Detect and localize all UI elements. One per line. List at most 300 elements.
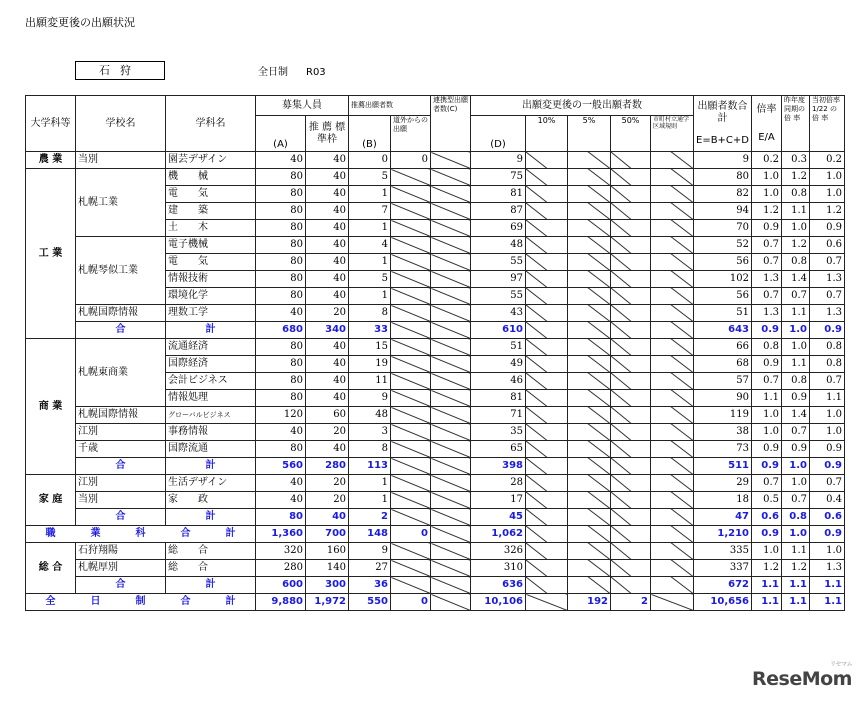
ratio-cell: 0.9 [752,458,782,475]
p5-cell [568,509,611,526]
linked-c-cell [431,577,471,594]
initial-ratio-cell: 1.3 [810,271,845,288]
p10-cell [526,237,568,254]
total-e-cell: 94 [694,203,752,220]
total-e-cell: 511 [694,458,752,475]
ratio-cell: 0.9 [752,526,782,543]
total-e-cell: 82 [694,186,752,203]
p50-cell [611,560,651,577]
table-row [26,407,845,424]
total-e-cell: 119 [694,407,752,424]
total-row [26,526,845,543]
linked-c-cell [431,390,471,407]
p5-cell [568,577,611,594]
rec-b-cell: 113 [349,458,391,475]
p10-cell [526,203,568,220]
dept-cell: 建 築 [166,203,256,220]
rec-b-cell: 148 [349,526,391,543]
rec-quota-cell: 40 [306,169,349,186]
p10-cell [526,390,568,407]
prev-ratio-cell: 1.2 [782,169,810,186]
total-label-char: 合 [180,528,191,539]
linked-c-cell [431,424,471,441]
p5-cell [568,254,611,271]
capacity-cell: 280 [256,560,306,577]
p50-cell [611,169,651,186]
municipal-cell [651,186,694,203]
total-label-char: 合 [180,596,191,607]
p50-cell [611,203,651,220]
linked-c-cell [431,560,471,577]
total-e-cell: 90 [694,390,752,407]
logo-kana: リセマム [830,661,852,668]
dept-cell: 計 [166,577,256,594]
p10-cell [526,305,568,322]
rec-quota-cell: 40 [306,186,349,203]
p50-cell [611,271,651,288]
general-d-cell: 55 [471,288,526,305]
general-d-cell: 398 [471,458,526,475]
rec-quota-cell: 40 [306,373,349,390]
rec-quota-cell: 40 [306,288,349,305]
p50-cell [611,577,651,594]
total-e-cell: 80 [694,169,752,186]
initial-ratio-cell: 1.0 [810,186,845,203]
school-cell: 札幌国際情報 [76,407,166,424]
ratio-cell: 1.0 [752,424,782,441]
prev-ratio-cell: 0.3 [782,152,810,169]
subtotal-row [26,458,845,475]
p50-cell [611,152,651,169]
p50-cell [611,186,651,203]
capacity-cell: 40 [256,492,306,509]
p10-cell [526,186,568,203]
rec-quota-cell: 20 [306,305,349,322]
out-of-pref-cell [391,543,431,560]
general-d-cell: 310 [471,560,526,577]
total-e-cell: 57 [694,373,752,390]
general-d-cell: 71 [471,407,526,424]
capacity-cell: 80 [256,220,306,237]
initial-ratio-cell: 1.0 [810,424,845,441]
rec-b-cell: 2 [349,509,391,526]
p50-cell [611,288,651,305]
p10-cell [526,152,568,169]
rec-b-cell: 0 [349,152,391,169]
p10-cell [526,594,568,611]
p5-cell [568,373,611,390]
table-row [26,424,845,441]
p10-cell [526,254,568,271]
dept-cell: 会計ビジネス [166,373,256,390]
prev-ratio-cell: 1.2 [782,237,810,254]
school-cell: 石狩翔陽 [76,543,166,560]
initial-ratio-cell: 1.1 [810,594,845,611]
rec-quota-cell: 40 [306,339,349,356]
prev-ratio-cell: 1.0 [782,475,810,492]
ratio-cell: 1.0 [752,186,782,203]
capacity-cell: 40 [256,305,306,322]
rec-quota-cell: 40 [306,152,349,169]
general-d-cell: 1,062 [471,526,526,543]
initial-ratio-cell: 0.7 [810,288,845,305]
p50-cell [611,220,651,237]
p5-cell [568,322,611,339]
initial-ratio-cell: 0.9 [810,322,845,339]
linked-c-cell [431,203,471,220]
school-cell: 合 [76,458,166,475]
dept-cell: 電子機械 [166,237,256,254]
linked-c-cell [431,458,471,475]
linked-c-cell [431,305,471,322]
rec-b-cell: 1 [349,475,391,492]
dept-cell: 環境化学 [166,288,256,305]
header-ratio-ea: E/A [758,131,775,143]
total-e-cell: 335 [694,543,752,560]
p10-cell [526,475,568,492]
rec-b-cell: 1 [349,288,391,305]
rec-quota-cell: 40 [306,203,349,220]
capacity-cell: 80 [256,288,306,305]
out-of-pref-cell [391,577,431,594]
p10-cell [526,169,568,186]
p50-cell [611,543,651,560]
linked-c-cell [431,594,471,611]
p5-cell [568,390,611,407]
municipal-cell [651,322,694,339]
initial-ratio-cell: 1.0 [810,543,845,560]
p50-cell [611,475,651,492]
p5-cell [568,339,611,356]
initial-ratio-cell: 0.2 [810,152,845,169]
municipal-cell [651,560,694,577]
table-row [26,543,845,560]
subtotal-row [26,577,845,594]
total-e-cell: 47 [694,509,752,526]
header-linked-c: 連携型出願者数(C) [431,96,471,152]
general-d-cell: 17 [471,492,526,509]
rec-b-cell: 36 [349,577,391,594]
ratio-cell: 1.1 [752,594,782,611]
municipal-cell [651,543,694,560]
out-of-pref-cell [391,254,431,271]
municipal-cell [651,424,694,441]
ratio-cell: 0.9 [752,322,782,339]
linked-c-cell [431,526,471,543]
rec-quota-cell: 300 [306,577,349,594]
initial-ratio-cell: 1.1 [810,390,845,407]
general-d-cell: 69 [471,220,526,237]
linked-c-cell [431,407,471,424]
capacity-cell: 9,880 [256,594,306,611]
table-row [26,441,845,458]
initial-ratio-cell: 0.9 [810,526,845,543]
p50-cell [611,305,651,322]
total-label-char: 科 [135,528,146,539]
municipal-cell [651,254,694,271]
year-label: R03 [306,67,326,78]
out-of-pref-cell: 0 [391,526,431,543]
total-e-cell: 56 [694,288,752,305]
header-total-e [694,96,752,152]
total-e-cell: 29 [694,475,752,492]
p50-cell [611,339,651,356]
ratio-cell: 1.2 [752,560,782,577]
rec-b-cell: 550 [349,594,391,611]
application-table [25,95,845,611]
p10-cell [526,339,568,356]
rec-quota-cell: 700 [306,526,349,543]
dept-cell: 計 [166,322,256,339]
capacity-cell: 600 [256,577,306,594]
capacity-cell: 80 [256,254,306,271]
total-e-cell: 70 [694,220,752,237]
out-of-pref-cell [391,390,431,407]
prev-ratio-cell: 0.7 [782,288,810,305]
ratio-cell: 0.7 [752,288,782,305]
rec-quota-cell: 140 [306,560,349,577]
capacity-cell: 40 [256,475,306,492]
header-general: 出願変更後の一般出願者数 [471,96,694,116]
p10-cell [526,543,568,560]
rec-b-cell: 9 [349,543,391,560]
dept-cell: 流通経済 [166,339,256,356]
header-general-d: (D) [471,116,526,152]
linked-c-cell [431,322,471,339]
dept-cell: 情報技術 [166,271,256,288]
header-school: 学校名 [76,96,166,152]
general-d-cell: 636 [471,577,526,594]
municipal-cell [651,458,694,475]
ratio-cell: 1.3 [752,271,782,288]
p5-cell [568,560,611,577]
table-row [26,475,845,492]
municipal-cell [651,407,694,424]
rec-b-cell: 7 [349,203,391,220]
resemom-logo [752,661,852,690]
total-e-cell: 643 [694,322,752,339]
total-label-char: 日 [90,596,101,607]
total-label-char: 職 [45,528,56,539]
general-d-cell: 45 [471,509,526,526]
rec-b-cell: 33 [349,322,391,339]
linked-c-cell [431,254,471,271]
out-of-pref-cell [391,458,431,475]
total-e-cell: 68 [694,356,752,373]
dept-cell: 家 政 [166,492,256,509]
p50-cell [611,390,651,407]
linked-c-cell [431,475,471,492]
initial-ratio-cell: 0.9 [810,458,845,475]
header-out-of-pref: 道外からの出願 [391,116,431,152]
ratio-cell: 1.0 [752,543,782,560]
p5-cell [568,475,611,492]
table-row [26,152,845,169]
header-capacity-a: (A) [256,116,306,152]
municipal-cell [651,339,694,356]
ratio-cell: 0.7 [752,373,782,390]
ratio-cell: 0.7 [752,475,782,492]
ratio-cell: 0.7 [752,254,782,271]
header-p5: 5% [568,116,611,152]
rec-quota-cell: 20 [306,492,349,509]
general-d-cell: 87 [471,203,526,220]
rec-b-cell: 15 [349,339,391,356]
p50-cell [611,509,651,526]
dept-cell: 情報処理 [166,390,256,407]
rec-quota-cell: 20 [306,424,349,441]
header-rec-b: (B) [349,116,391,152]
municipal-cell [651,169,694,186]
category-cell: 工 業 [26,169,76,339]
capacity-cell: 80 [256,203,306,220]
p5-cell [568,492,611,509]
category-cell: 農 業 [26,152,76,169]
p10-cell [526,577,568,594]
out-of-pref-cell [391,475,431,492]
p5-cell [568,458,611,475]
prev-ratio-cell: 1.1 [782,305,810,322]
municipal-cell [651,152,694,169]
p5-cell [568,356,611,373]
general-d-cell: 81 [471,390,526,407]
category-cell: 家 庭 [26,475,76,526]
municipal-cell [651,594,694,611]
header-ratio-label: 倍率 [756,103,777,115]
general-d-cell: 55 [471,254,526,271]
total-e-cell: 38 [694,424,752,441]
header-capacity: 募集人員 [256,96,349,116]
prev-ratio-cell: 0.7 [782,492,810,509]
rec-b-cell: 48 [349,407,391,424]
ratio-cell: 0.7 [752,237,782,254]
p10-cell [526,424,568,441]
total-e-cell: 337 [694,560,752,577]
prev-ratio-cell: 1.0 [782,458,810,475]
out-of-pref-cell: 0 [391,152,431,169]
initial-ratio-cell: 0.6 [810,237,845,254]
initial-ratio-cell: 0.8 [810,356,845,373]
ratio-cell: 0.8 [752,339,782,356]
dept-cell: 土 木 [166,220,256,237]
total-e-cell: 52 [694,237,752,254]
out-of-pref-cell [391,203,431,220]
capacity-cell: 80 [256,169,306,186]
initial-ratio-cell: 0.7 [810,254,845,271]
ratio-cell: 0.9 [752,441,782,458]
p10-cell [526,458,568,475]
dept-cell: 総 合 [166,543,256,560]
general-d-cell: 43 [471,305,526,322]
table-row [26,492,845,509]
linked-c-cell [431,271,471,288]
rec-b-cell: 5 [349,271,391,288]
rec-quota-cell: 40 [306,237,349,254]
p10-cell [526,526,568,543]
general-d-cell: 9 [471,152,526,169]
p50-cell [611,373,651,390]
capacity-cell: 1,360 [256,526,306,543]
grand-total-label [26,594,256,611]
subtotal-row [26,322,845,339]
category-cell: 総 合 [26,543,76,594]
capacity-cell: 120 [256,407,306,424]
initial-ratio-cell: 1.3 [810,560,845,577]
p5-cell [568,543,611,560]
p50-cell [611,424,651,441]
header-recommend-quota: 推 薦 標準枠 [306,116,349,152]
out-of-pref-cell [391,186,431,203]
out-of-pref-cell [391,288,431,305]
rec-quota-cell: 40 [306,441,349,458]
dept-cell: 理数工学 [166,305,256,322]
prev-ratio-cell: 0.9 [782,441,810,458]
out-of-pref-cell [391,373,431,390]
linked-c-cell [431,543,471,560]
prev-ratio-cell: 1.4 [782,271,810,288]
rec-quota-cell: 1,972 [306,594,349,611]
out-of-pref-cell [391,220,431,237]
prev-ratio-cell: 1.0 [782,322,810,339]
school-cell: 合 [76,577,166,594]
school-cell: 札幌東商業 [76,339,166,407]
linked-c-cell [431,220,471,237]
school-cell: 江別 [76,475,166,492]
municipal-cell [651,441,694,458]
page-title: 出願変更後の出願状況 [25,16,135,29]
prev-ratio-cell: 0.8 [782,373,810,390]
p50-cell [611,492,651,509]
grand-total-label [26,526,256,543]
p5-cell [568,152,611,169]
p50-cell [611,458,651,475]
linked-c-cell [431,356,471,373]
total-label-char: 全 [45,596,56,607]
linked-c-cell [431,237,471,254]
municipal-cell [651,577,694,594]
capacity-cell: 80 [256,509,306,526]
capacity-cell: 80 [256,390,306,407]
school-cell: 札幌琴似工業 [76,237,166,305]
prev-ratio-cell: 1.0 [782,220,810,237]
p10-cell [526,271,568,288]
header-initial: 当初倍率1/22 の倍 率 [810,96,845,152]
p5-cell [568,407,611,424]
general-d-cell: 48 [471,237,526,254]
p5-cell [568,441,611,458]
municipal-cell [651,220,694,237]
prev-ratio-cell: 1.1 [782,203,810,220]
dept-cell: 事務情報 [166,424,256,441]
general-d-cell: 326 [471,543,526,560]
capacity-cell: 80 [256,441,306,458]
prev-ratio-cell: 1.1 [782,577,810,594]
municipal-cell [651,526,694,543]
region-label: 石狩 [75,61,165,80]
p10-cell [526,288,568,305]
general-d-cell: 35 [471,424,526,441]
rec-b-cell: 8 [349,305,391,322]
header-p10: 10% [526,116,568,152]
prev-ratio-cell: 1.1 [782,356,810,373]
p50-cell [611,237,651,254]
ratio-cell: 0.6 [752,509,782,526]
p10-cell [526,220,568,237]
rec-b-cell: 1 [349,186,391,203]
general-d-cell: 46 [471,373,526,390]
general-d-cell: 610 [471,322,526,339]
rec-quota-cell: 160 [306,543,349,560]
